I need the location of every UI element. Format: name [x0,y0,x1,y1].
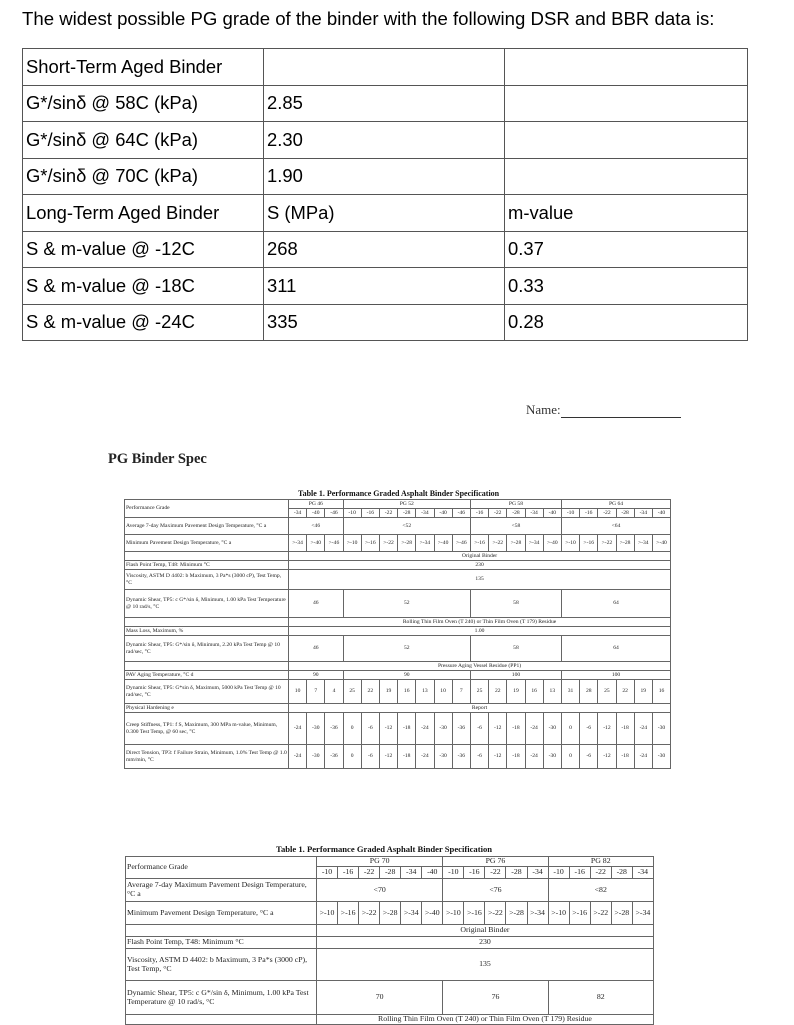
spec1-pav-temp-value: 90 [289,671,344,680]
spec1-direct-tension-value: -6 [470,745,488,769]
spec2-viscosity-value: 135 [317,949,654,981]
spec1-avg-max-temp-label: Average 7-day Maximum Pavement Design Temperature, °C a [125,518,289,535]
spec2-subgrade: -10 [443,867,464,879]
spec2-dsr-orig-value: 76 [443,981,548,1015]
spec1-dsr-orig-value: 52 [343,590,470,618]
spec1-subgrade: -22 [489,509,507,518]
spec1-grade: PG 58 [470,500,561,509]
data-table-row [23,49,748,86]
spec1-creep-value: -30 [652,713,670,745]
spec1-subgrade: -22 [598,509,616,518]
data-table-cell [505,158,748,195]
spec1-dsr-pav-value: 7 [452,680,470,704]
spec2-dsr-orig-label: Dynamic Shear, TP5: c G*/sin δ, Minimum, 1.00 kPa Test Temperature @ 10 rad/s, °C [126,981,317,1015]
spec1-viscosity-label: Viscosity, ASTM D 4402: b Maximum, 3 Pa*s (3000 cP), Test Temp, °C [125,570,289,590]
spec1-direct-tension-value: -24 [416,745,434,769]
spec1-dsr-orig-value: 64 [561,590,670,618]
spec1-pav-temp-value: 100 [470,671,561,680]
spec1-subgrade: -34 [634,509,652,518]
spec1-min-temp: >-34 [634,535,652,552]
spec2-subgrade: -28 [506,867,527,879]
spec2-blank-label [126,925,317,937]
spec2-subgrade: -28 [380,867,401,879]
spec1-dsr-pav-value: 13 [416,680,434,704]
spec1-pav-header: Pressure Aging Vessel Residue (PP1) [289,662,671,671]
spec2-max-temp: <82 [548,879,653,902]
spec2-performance-grade-label: Performance Grade [126,857,317,879]
data-table-cell [505,49,748,86]
spec1-direct-tension-value: -36 [452,745,470,769]
spec2-subgrade: -40 [422,867,443,879]
spec1-pav-temp-value: 90 [343,671,470,680]
spec1-blank-label [125,618,289,627]
spec1-creep-value: 0 [561,713,579,745]
spec2-flash-label: Flash Point Temp, T48: Minimum °C [126,937,317,949]
spec2-subgrade: -16 [569,867,590,879]
spec1-min-temp: >-10 [343,535,361,552]
spec2-viscosity-label: Viscosity, ASTM D 4402: b Maximum, 3 Pa*s (3000 cP), Test Temp, °C [126,949,317,981]
spec2-subgrade: -10 [548,867,569,879]
data-table-cell: 2.30 [264,122,505,159]
spec1-creep-value: -6 [470,713,488,745]
name-field [526,402,681,418]
data-table-cell: G*/sinδ @ 64C (kPa) [23,122,264,159]
spec2-max-temp: <70 [317,879,443,902]
spec1-subgrade: -28 [507,509,525,518]
spec2-grade: PG 76 [443,857,548,867]
spec2-min-temp: >-10 [317,902,338,925]
data-table-cell: S (MPa) [264,195,505,232]
spec2-subgrade: -34 [401,867,422,879]
spec2-dsr-orig-value: 70 [317,981,443,1015]
spec1-dsr-pav-value: 22 [361,680,379,704]
spec2-min-temp: >-34 [527,902,548,925]
spec1-direct-tension-value: -12 [379,745,397,769]
spec1-direct-tension-value: -12 [489,745,507,769]
spec1-direct-tension-value: -12 [598,745,616,769]
spec1-max-temp: <64 [561,518,670,535]
spec2-subgrade: -22 [485,867,506,879]
spec1-creep-value: -18 [507,713,525,745]
spec2-min-temp: >-40 [422,902,443,925]
spec2-original-binder-header: Original Binder [317,925,654,937]
spec1-dsr-pav-value: 25 [343,680,361,704]
data-table-row [23,122,748,159]
spec1-subgrade: -34 [525,509,543,518]
spec1-dsr-pav-value: 7 [307,680,325,704]
spec1-creep-value: -12 [598,713,616,745]
spec1-dsr-pav-value: 25 [598,680,616,704]
spec2-subgrade: -28 [611,867,632,879]
data-table-cell [505,122,748,159]
spec1-dsr-pav-value: 22 [616,680,634,704]
spec1-min-temp: >-34 [289,535,307,552]
spec1-creep-value: -6 [580,713,598,745]
name-label: Name: [526,402,561,417]
spec2-blank-label [126,1015,317,1025]
spec1-dsr-pav-label: Dynamic Shear, TP5: G*sin δ, Maximum, 5000 kPa Test Temp @ 10 rad/sec, °C [125,680,289,704]
spec1-direct-tension-value: -6 [580,745,598,769]
spec1-direct-tension-value: 0 [561,745,579,769]
spec1-dsr-rtfo-label: Dynamic Shear, TP5: G*/sin δ, Minimum, 2.20 kPa Test Temp @ 10 rad/sec, °C [125,636,289,662]
spec1-creep-value: -18 [398,713,416,745]
spec1-creep-value: -36 [452,713,470,745]
data-table-row [23,268,748,305]
spec1-min-temp: >-28 [616,535,634,552]
data-table-cell: 0.37 [505,231,748,268]
spec1-direct-tension-value: -24 [289,745,307,769]
spec1-direct-tension-value: -30 [652,745,670,769]
spec1-min-temp: >-34 [525,535,543,552]
spec1-dsr-pav-value: 16 [398,680,416,704]
spec1-min-temp: >-28 [398,535,416,552]
spec2-min-temp: >-34 [401,902,422,925]
spec1-dsr-pav-value: 31 [561,680,579,704]
spec2-max-temp: <76 [443,879,548,902]
data-table-cell: 0.33 [505,268,748,305]
spec1-performance-grade-label: Performance Grade [125,500,289,518]
spec1-subgrade: -40 [652,509,670,518]
spec2-min-temp: >-10 [443,902,464,925]
spec1-creep-value: -18 [616,713,634,745]
spec1-creep-value: -30 [543,713,561,745]
data-table-row [23,304,748,341]
spec1-caption: Table 1. Performance Graded Asphalt Binder Specification [298,489,500,498]
spec1-dsr-orig-label: Dynamic Shear, TP5: c G*/sin δ, Minimum, 1.00 kPa Test Temperature @ 10 rad/s, °C [125,590,289,618]
spec2-min-temp: >-16 [569,902,590,925]
spec2-min-temp: >-16 [464,902,485,925]
spec1-table [124,499,671,769]
spec2-min-temp: >-28 [611,902,632,925]
spec1-min-temp: >-46 [325,535,343,552]
spec1-subgrade: -40 [434,509,452,518]
spec2-min-temp: >-28 [380,902,401,925]
spec1-dsr-rtfo-value: 64 [561,636,670,662]
spec1-dsr-pav-value: 10 [434,680,452,704]
question-text: The widest possible PG grade of the binder with the following DSR and BBR data is: [22,8,715,29]
spec1-subgrade: -16 [470,509,488,518]
spec1-pav-temp-label: PAV Aging Temperature, °C d [125,671,289,680]
spec1-rtfo-header: Rolling Thin Film Oven (T 240) or Thin Film Oven (T 179) Residue [289,618,671,627]
spec1-subgrade: -28 [398,509,416,518]
spec1-grade: PG 46 [289,500,344,509]
spec-title: PG Binder Spec [108,451,207,467]
spec1-blank-label [125,552,289,561]
spec2-subgrade: -22 [590,867,611,879]
spec1-dsr-pav-value: 10 [289,680,307,704]
spec2-min-temp: >-22 [590,902,611,925]
spec2-rtfo-header: Rolling Thin Film Oven (T 240) or Thin Film Oven (T 179) Residue [317,1015,654,1025]
spec2-min-temp: >-10 [548,902,569,925]
spec2-min-temp: >-28 [506,902,527,925]
spec1-mass-loss-label: Mass Loss, Maximum, % [125,627,289,636]
spec1-creep-value: -24 [525,713,543,745]
spec1-dsr-rtfo-value: 58 [470,636,561,662]
spec1-min-temp: >-40 [307,535,325,552]
spec1-subgrade: -22 [379,509,397,518]
spec1-min-temp: >-34 [416,535,434,552]
spec2-table [125,856,654,1025]
data-table-cell: G*/sinδ @ 58C (kPa) [23,85,264,122]
data-table-cell: 1.90 [264,158,505,195]
spec1-direct-tension-value: -30 [434,745,452,769]
spec1-original-binder-header: Original Binder [289,552,671,561]
spec2-min-temp: >-22 [485,902,506,925]
spec1-creep-value: -30 [434,713,452,745]
spec1-physical-label: Physical Hardening e [125,704,289,713]
spec1-creep-value: 0 [343,713,361,745]
spec1-direct-tension-value: 0 [343,745,361,769]
spec1-grade: PG 64 [561,500,670,509]
spec1-direct-tension-value: -6 [361,745,379,769]
spec1-max-temp: <58 [470,518,561,535]
data-table-cell: 2.85 [264,85,505,122]
spec1-dsr-pav-value: 16 [652,680,670,704]
data-table-cell: G*/sinδ @ 70C (kPa) [23,158,264,195]
spec1-dsr-pav-value: 4 [325,680,343,704]
spec2-subgrade: -16 [464,867,485,879]
spec2-caption: Table 1. Performance Graded Asphalt Binder Specification [276,844,493,854]
spec1-creep-value: -24 [634,713,652,745]
spec1-dsr-orig-value: 58 [470,590,561,618]
spec1-flash-label: Flash Point Temp, T48: Minimum °C [125,561,289,570]
spec1-dsr-pav-value: 19 [379,680,397,704]
data-table-cell: Short-Term Aged Binder [23,49,264,86]
data-table-cell: 0.28 [505,304,748,341]
spec2-subgrade: -34 [527,867,548,879]
spec1-dsr-pav-value: 16 [525,680,543,704]
spec2-subgrade: -16 [338,867,359,879]
spec1-dsr-orig-value: 46 [289,590,344,618]
spec1-min-temp: >-16 [580,535,598,552]
data-table-cell: m-value [505,195,748,232]
spec1-direct-tension-value: -30 [307,745,325,769]
data-table-cell [264,49,505,86]
spec1-dsr-pav-value: 28 [580,680,598,704]
spec1-creep-value: -6 [361,713,379,745]
data-table-cell: 268 [264,231,505,268]
spec1-min-temp: >-16 [361,535,379,552]
data-table-row [23,85,748,122]
spec1-subgrade: -46 [325,509,343,518]
spec1-direct-tension-value: -18 [507,745,525,769]
spec2-grade: PG 82 [548,857,653,867]
data-table-cell [505,85,748,122]
spec1-direct-tension-value: -18 [616,745,634,769]
spec1-min-temp: >-16 [470,535,488,552]
spec2-flash-value: 230 [317,937,654,949]
data-table-cell: S & m-value @ -12C [23,231,264,268]
data-table-cell: Long-Term Aged Binder [23,195,264,232]
spec1-direct-tension-value: -24 [634,745,652,769]
spec1-min-temp: >-40 [652,535,670,552]
spec1-max-temp: <52 [343,518,470,535]
spec1-dsr-pav-value: 19 [634,680,652,704]
spec1-min-temp: >-40 [543,535,561,552]
spec1-dsr-pav-value: 22 [489,680,507,704]
spec1-subgrade: -34 [289,509,307,518]
spec1-subgrade: -40 [307,509,325,518]
spec1-min-temp: >-40 [434,535,452,552]
spec1-creep-label: Creep Stiffness, TP1: f S, Maximum, 300 MPa m-value, Minimum, 0.300 Test Temp, @ 60 sec, °C [125,713,289,745]
spec1-direct-tension-value: -30 [543,745,561,769]
spec1-physical-value: Report [289,704,671,713]
spec1-creep-value: -36 [325,713,343,745]
spec1-creep-value: -24 [416,713,434,745]
spec1-subgrade: -46 [452,509,470,518]
spec1-creep-value: -12 [489,713,507,745]
spec2-avg-max-temp-label: Average 7-day Maximum Pavement Design Temperature, °C a [126,879,317,902]
spec1-subgrade: -10 [343,509,361,518]
spec1-subgrade: -40 [543,509,561,518]
spec2-min-temp-label: Minimum Pavement Design Temperature, °C a [126,902,317,925]
spec1-direct-tension-label: Direct Tension, TP3: f Failure Strain, Minimum, 1.0% Test Temp @ 1.0 mm/min, °C [125,745,289,769]
name-blank-line [561,405,681,418]
spec1-min-temp: >-22 [489,535,507,552]
spec2-subgrade: -22 [359,867,380,879]
spec1-subgrade: -16 [361,509,379,518]
spec1-max-temp: <46 [289,518,344,535]
spec1-direct-tension-value: -24 [525,745,543,769]
data-table-row [23,231,748,268]
spec2-grade: PG 70 [317,857,443,867]
spec1-direct-tension-value: -36 [325,745,343,769]
spec1-dsr-pav-value: 19 [507,680,525,704]
spec1-dsr-rtfo-value: 46 [289,636,344,662]
spec1-direct-tension-value: -18 [398,745,416,769]
spec1-blank-label [125,662,289,671]
spec2-dsr-orig-value: 82 [548,981,653,1015]
spec2-min-temp: >-34 [632,902,653,925]
spec1-dsr-rtfo-value: 52 [343,636,470,662]
spec1-subgrade: -10 [561,509,579,518]
spec1-min-temp: >-22 [598,535,616,552]
data-table [22,48,748,341]
spec1-min-temp-label: Minimum Pavement Design Temperature, °C a [125,535,289,552]
data-table-cell: S & m-value @ -18C [23,268,264,305]
spec1-subgrade: -16 [580,509,598,518]
spec1-dsr-pav-value: 25 [470,680,488,704]
data-table-cell: 311 [264,268,505,305]
data-table-row [23,195,748,232]
spec1-flash-value: 230 [289,561,671,570]
spec2-min-temp: >-16 [338,902,359,925]
spec1-subgrade: -34 [416,509,434,518]
spec1-subgrade: -28 [616,509,634,518]
spec1-min-temp: >-28 [507,535,525,552]
spec1-dsr-pav-value: 13 [543,680,561,704]
spec2-subgrade: -34 [632,867,653,879]
data-table-cell: S & m-value @ -24C [23,304,264,341]
spec1-min-temp: >-46 [452,535,470,552]
spec1-min-temp: >-22 [379,535,397,552]
spec1-min-temp: >-10 [561,535,579,552]
spec1-viscosity-value: 135 [289,570,671,590]
spec1-mass-loss-value: 1.00 [289,627,671,636]
data-table-cell: 335 [264,304,505,341]
spec1-creep-value: -30 [307,713,325,745]
spec1-creep-value: -12 [379,713,397,745]
spec2-subgrade: -10 [317,867,338,879]
data-table-row [23,158,748,195]
spec1-pav-temp-value: 100 [561,671,670,680]
spec1-grade: PG 52 [343,500,470,509]
spec1-creep-value: -24 [289,713,307,745]
spec2-min-temp: >-22 [359,902,380,925]
